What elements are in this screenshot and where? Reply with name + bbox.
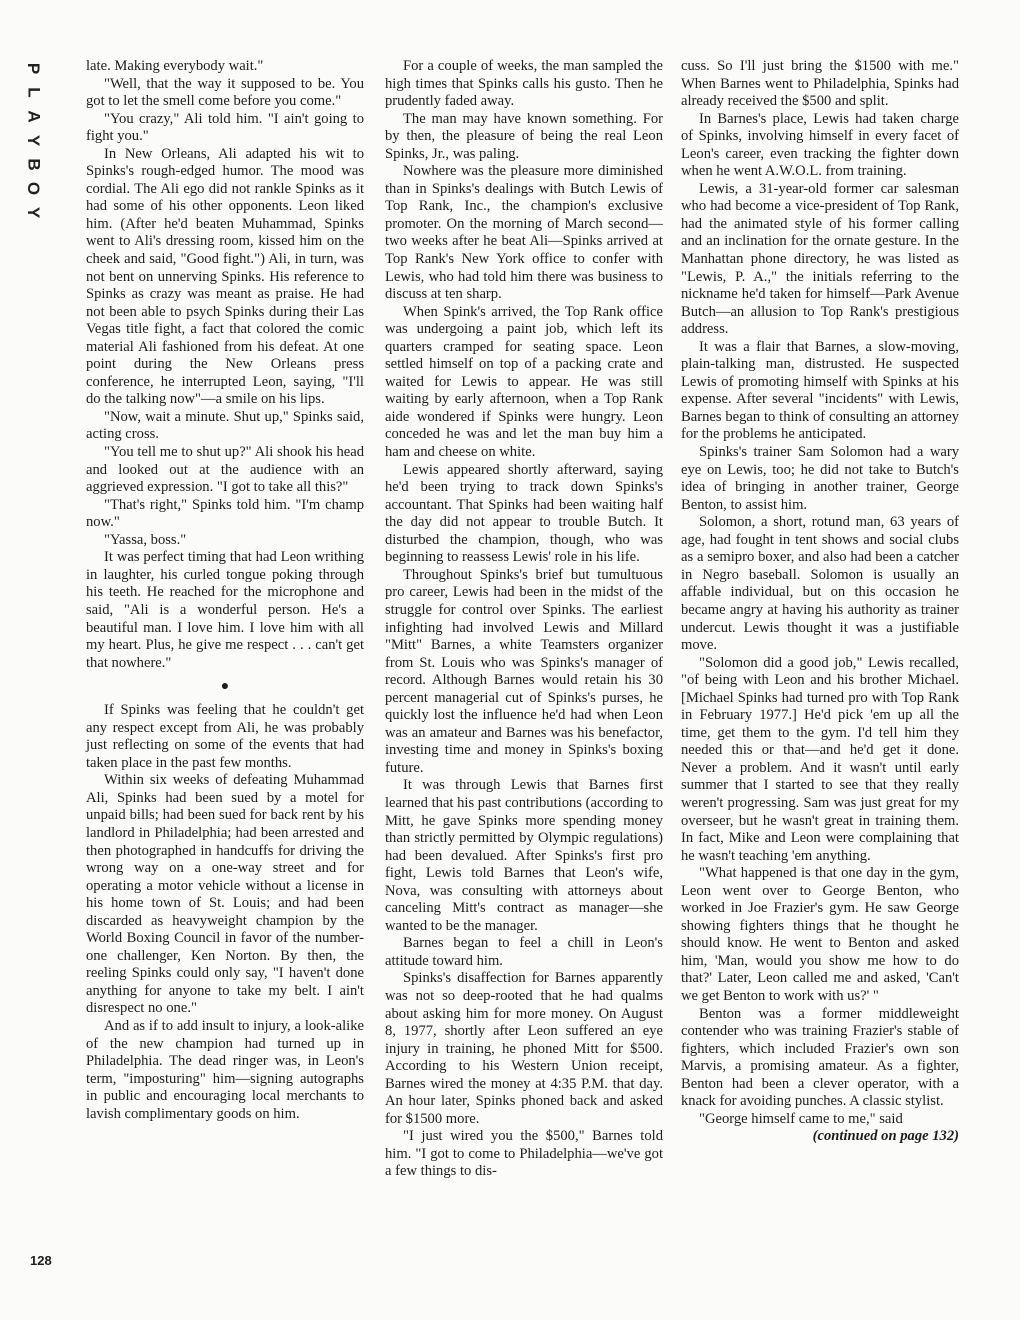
paragraph: It was perfect timing that had Leon writhing in laughter, his curled tongue poking through his teeth. He reached for the microphone and said, "Ali is a wonderful person. He's a beautiful man. I love him. I love him with all my heart. Plus, he give me respect . . . can't get that nowhere." [86, 549, 364, 671]
article-column-2 [385, 58, 663, 1181]
paragraph: "George himself came to me," said [699, 1110, 903, 1127]
paragraph: cuss. So I'll just bring the $1500 with me." When Barnes went to Philadelphia, Spinks had already received the $500 and split. [681, 58, 959, 110]
paragraph: "Yassa, boss." [104, 531, 187, 548]
paragraph: If Spinks was feeling that he couldn't get any respect except from Ali, he was probably just reflecting on some of the events that had taken place in the past few months. [86, 702, 364, 771]
paragraph: Spinks's trainer Sam Solomon had a wary eye on Lewis, too; he did not take to Butch's idea of bringing in another trainer, George Benton, to assist him. [681, 444, 959, 513]
paragraph: Lewis appeared shortly afterward, saying he'd been trying to track down Spinks's accountant. That Spinks had been waiting half the day did not appear to trouble Butch. It disturbed the champion, though, who was beginning to reassess Lewis' role in his life. [385, 461, 663, 566]
paragraph: "Now, wait a minute. Shut up," Spinks said, acting cross. [86, 408, 364, 443]
masthead-letter: B [24, 158, 44, 171]
paragraph: "Well, that the way it supposed to be. You got to let the smell come before you come." [86, 75, 364, 110]
paragraph: Barnes began to feel a chill in Leon's attitude toward him. [385, 935, 663, 969]
paragraph: Benton was a former middleweight contender who was training Frazier's stable of fighters, which included Frazier's own son Marvis, a promising amateur. As a fighter, Benton had been a clever operator, with a knack for avoiding punches. A classic stylist. [681, 1005, 959, 1110]
paragraph: "I just wired you the $500," Barnes told him. "I got to come to Philadelphia—we've got a few things to dis- [385, 1128, 663, 1180]
paragraph: Throughout Spinks's brief but tumultuous pro career, Lewis had been in the midst of the struggle for control over Spinks. The earliest infighting had involved Lewis and Millard "Mitt" Barnes, a white Teamsters organizer from St. Louis who was Spinks's manager of record. Although Barnes would retain his 30 percent managerial cut of Spinks's purses, he quickly lost the influence he'd had when Leon was an amateur and Barnes was his benefactor, investing time and money in Spinks's boxing future. [385, 566, 663, 776]
paragraph: It was a flair that Barnes, a slow-moving, plain-talking man, distrusted. He suspected Lewis of promoting himself with Spinks at his expense. After several "incidents" with Lewis, Barnes began to think of consulting an attorney for the problems he anticipated. [681, 338, 959, 443]
section-bullet: ● [220, 679, 230, 695]
paragraph: When Spink's arrived, the Top Rank office was undergoing a paint job, which left its quarters cramped for seating space. Leon settled himself on top of a packing crate and waited for Lewis to appear. He was still waiting by early afternoon, when a Top Rank aide wondered if Spinks were hungry. Leon conceded he was and let the man buy him a ham and cheese on white. [385, 303, 663, 461]
paragraph: Spinks's disaffection for Barnes apparently was not so deep-rooted that he had qualms about asking him for more money. On August 8, 1977, shortly after Leon suffered an eye injury in training, he phoned Mitt for $500. According to his Western Union receipt, Barnes wired the money at 4:35 P.M. that day. An hour later, Spinks phoned back and asked for $1500 more. [385, 970, 663, 1127]
paragraph: "You crazy," Ali told him. "I ain't going to fight you." [86, 110, 364, 145]
paragraph: And as if to add insult to injury, a look-alike of the new champion had turned up in Philadelphia. The dead ringer was, in Leon's term, "imposturing" him—signing autographs in public and encouraging local merchants to lavish complimentary goods on him. [86, 1017, 364, 1122]
masthead-letter: P [24, 62, 44, 75]
masthead-letter: O [24, 181, 44, 196]
masthead-letter: A [24, 110, 44, 123]
paragraph: The man may have known something. For by then, the pleasure of being the real Leon Spinks, Jr., was paling. [385, 110, 663, 162]
paragraph: In New Orleans, Ali adapted his wit to Spinks's rough-edged humor. The mood was cordial. The Ali ego did not rankle Spinks as it had some of his other opponents. Leon liked him. (After he'd beaten Muhammad, Spinks went to Ali's dressing room, kissed him on the cheek and said, "Good fight.") Ali, in turn, was not bent on unnerving Spinks. His reference to Spinks as crazy was meant as praise. He had not been able to psych Spinks during their Las Vegas title fight, a fact that colored the comic material Ali fashioned from his defeat. At one point during the New Orleans press conference, he interrupted Leon, saying, "I'll do the talking now"—a smile on his lips. [86, 145, 364, 408]
article-column-3 [681, 58, 959, 1146]
paragraph: "You tell me to shut up?" Ali shook his head and looked out at the audience with an aggrieved expression. "I got to take all this?" [86, 444, 364, 496]
masthead-letter: Y [24, 134, 44, 147]
paragraph: It was through Lewis that Barnes first learned that his past contributions (according to Mitt, he gave Spinks more spending money than strictly permitted by Olympic regulations) had been devalued. After Spinks's first pro fight, Lewis told Barnes that Leon's wife, Nova, was consulting with attorneys about canceling Mitt's contract as manager—she wanted to be the manager. [385, 777, 664, 934]
article-column-1 [86, 58, 364, 1123]
paragraph: Lewis, a 31-year-old former car salesman who had become a vice-president of Top Rank, had the animated style of his former calling and an inclination for the ornate gesture. In the Manhattan phone directory, he was listed as "Lewis, P. A.," the initials referring to the nickname he'd taken for himself—Park Avenue Butch—an allusion to Top Rank's prestigious address. [681, 180, 959, 338]
paragraph: For a couple of weeks, the man sampled the high times that Spinks calls his gusto. Then he prudently faded away. [385, 58, 663, 110]
paragraph: Nowhere was the pleasure more diminished than in Spinks's dealings with Butch Lewis of Top Rank, Inc., the champion's exclusive promoter. On the morning of March second—two weeks after he beat Ali—Spinks arrived at Top Rank's New York office to confer with Lewis, who had told him there was business to discuss at ten sharp. [385, 163, 663, 303]
playboy-masthead [22, 60, 46, 228]
masthead-letter: Y [24, 206, 44, 219]
paragraph: "That's right," Spinks told him. "I'm champ now." [86, 496, 364, 531]
paragraph: late. Making everybody wait." [86, 58, 264, 74]
masthead-letter: L [24, 87, 44, 98]
page-number: 128 [30, 1253, 52, 1268]
paragraph: Within six weeks of defeating Muhammad Ali, Spinks had been sued by a motel for unpaid bills; had been sued for back rent by his landlord in Philadelphia; had been arrested and then photographed in handcuffs for driving the wrong way on a one-way street and for operating a motor vehicle without a license in his home town of St. Louis; and had been discarded as heavyweight champion by the World Boxing Council in favor of the number-one challenger, Ken Norton. By then, the reeling Spinks could only say, "I haven't done anything for anyone to take my belt. I ain't disrespect no one." [86, 772, 364, 1017]
paragraph: In Barnes's place, Lewis had taken charge of Spinks, involving himself in every facet of Leon's career, even tracking the fighter down when he went A.W.O.L. from training. [681, 110, 959, 180]
paragraph: "What happened is that one day in the gym, Leon went over to George Benton, who worked in Joe Frazier's gym. He saw George showing fighters things that he thought he should know. He went to Benton and asked him, 'Man, would you show me how to do that?' Later, Leon called me and asked, 'Can't we get Benton to work with us?' " [681, 865, 959, 1004]
paragraph: Solomon, a short, rotund man, 63 years of age, had fought in tent shows and social clubs as a semipro boxer, and also had been a catcher in Negro baseball. Solomon is usually an affable individual, but on this occasion he became angry at having his authority as trainer undercut. Lewis thought it was a justifiable move. [681, 514, 959, 654]
paragraph: "Solomon did a good job," Lewis recalled, "of being with Leon and his brother Michael. [Michael Spinks had turned pro with Top Rank in February 1977.] He'd pick 'em up all the time, get them to the gym. I'd tell him they needed this or that—and he'd get it done. Never a problem. And it wasn't until early summer that I started to see that they really weren't progressing. Sam was just great for my overseer, but he wasn't great in training them. In fact, Mike and Leon were complaining that he wasn't teaching 'em anything. [681, 654, 959, 864]
continued-note: (continued on page 132) [812, 1128, 959, 1145]
